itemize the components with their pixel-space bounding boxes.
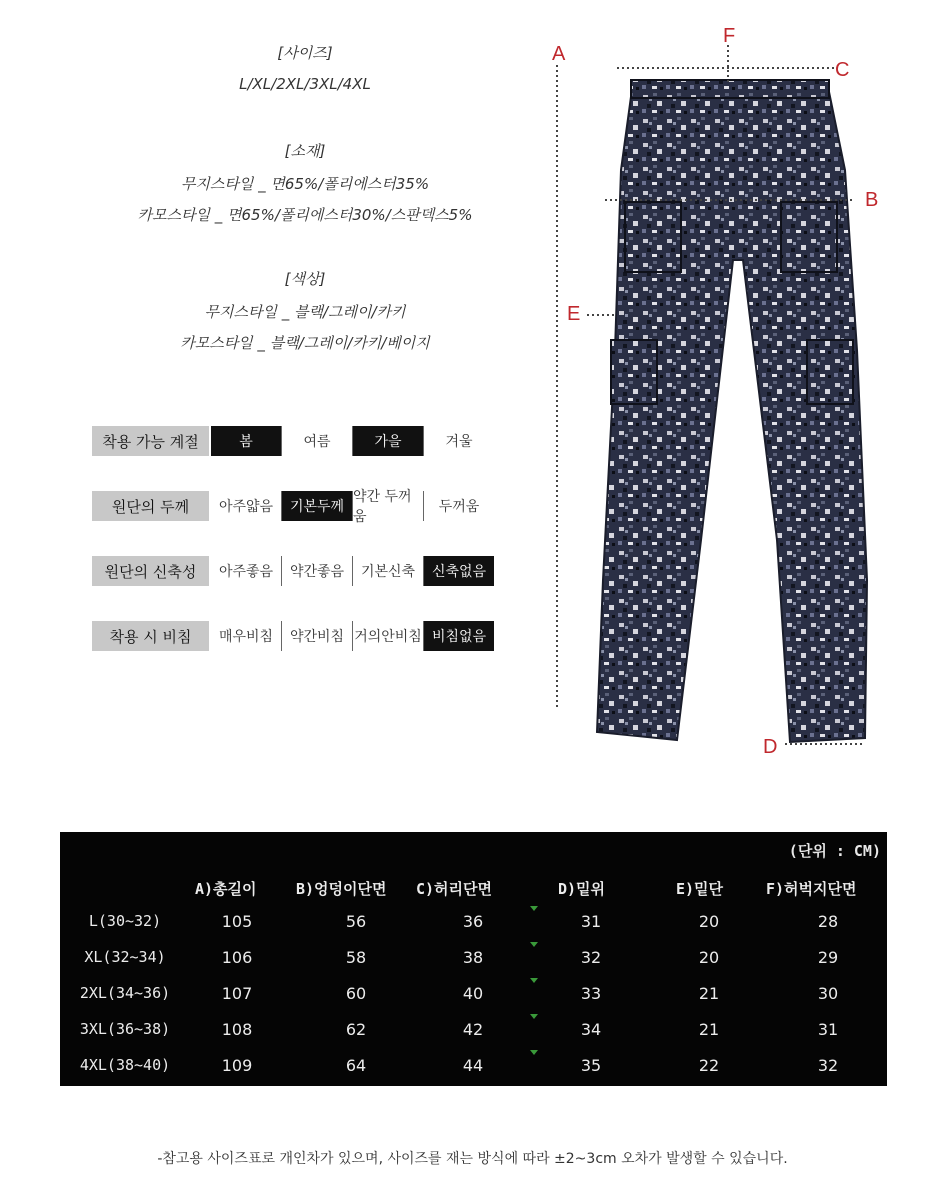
marker-e: E [567, 303, 581, 325]
table-row-size: 4XL(38~40) [79, 1056, 171, 1074]
green-tick-mark [530, 1014, 538, 1019]
attribute-row [92, 424, 494, 458]
table-cell: 64 [345, 1056, 367, 1075]
attribute-option: 매우비침 [218, 629, 274, 645]
size-table [60, 832, 887, 1086]
header-thigh: F)허벅지단면 [766, 880, 857, 898]
table-row-size: L(30~32) [88, 912, 162, 930]
attribute-row [92, 554, 494, 588]
material-title: [소재] [284, 142, 326, 160]
header-waist: C)허리단면 [416, 880, 493, 898]
marker-b: B [865, 189, 879, 211]
table-cell: 40 [462, 984, 484, 1003]
table-cell: 21 [698, 984, 720, 1003]
material-line-plain: 무지스타일 _ 면65%/폴리에스터35% [180, 175, 430, 193]
attribute-option: 기본신축 [352, 556, 423, 586]
attribute-label: 원단의 신축성 [92, 556, 209, 586]
attribute-option: 약간비침 [281, 621, 352, 651]
table-cell: 30 [817, 984, 839, 1003]
green-tick-mark [530, 942, 538, 947]
attribute-option: 가을 [352, 426, 423, 456]
green-tick-mark [530, 1050, 538, 1055]
table-cell: 32 [817, 1056, 839, 1075]
table-cell: 58 [345, 948, 367, 967]
table-cell: 38 [462, 948, 484, 967]
table-cell: 56 [345, 912, 367, 931]
table-cell: 34 [580, 1020, 602, 1039]
table-cell: 31 [580, 912, 602, 931]
table-cell: 22 [698, 1056, 720, 1075]
table-cell: 36 [462, 912, 484, 931]
attribute-label: 원단의 두께 [92, 491, 209, 521]
table-cell: 31 [817, 1020, 839, 1039]
size-title: [사이즈] [277, 44, 333, 62]
attribute-option: 기본두께 [281, 491, 352, 521]
info-color [100, 268, 510, 363]
attribute-row [92, 489, 494, 523]
pants-shape [597, 82, 867, 742]
table-cell: 42 [462, 1020, 484, 1039]
color-title: [색상] [284, 270, 326, 288]
table-cell: 21 [698, 1020, 720, 1039]
attribute-option: 거의안비침 [352, 621, 423, 651]
attribute-option: 약간좋음 [281, 556, 352, 586]
attribute-option: 비침없음 [423, 621, 494, 651]
color-line-camo: 카모스타일 _ 블랙/그레이/카키/베이지 [180, 334, 430, 352]
attribute-option: 신축없음 [423, 556, 494, 586]
table-cell: 109 [221, 1056, 253, 1075]
green-tick-mark [530, 906, 538, 911]
table-cell: 107 [221, 984, 253, 1003]
table-cell: 29 [817, 948, 839, 967]
attribute-option: 약간 두꺼움 [352, 491, 423, 521]
table-cell: 60 [345, 984, 367, 1003]
pants-illustration [545, 20, 945, 780]
attribute-option: 아주좋음 [218, 564, 274, 580]
attribute-row [92, 619, 494, 653]
footnote: -참고용 사이즈표로 개인차가 있으며, 사이즈를 재는 방식에 따라 ±2~3cm 오차가 발생할 수 있습니다. [157, 1151, 788, 1167]
table-row-size: 2XL(34~36) [79, 984, 171, 1002]
table-cell: 44 [462, 1056, 484, 1075]
attribute-option: 여름 [281, 426, 352, 456]
marker-f: F [723, 25, 736, 47]
header-rise: D)밑위 [558, 880, 606, 898]
material-line-camo: 카모스타일 _ 면65%/폴리에스터30%/스판덱스5% [137, 206, 473, 224]
green-tick-mark [530, 978, 538, 983]
color-line-plain: 무지스타일 _ 블랙/그레이/카키 [204, 303, 406, 321]
attribute-option: 두꺼움 [423, 491, 494, 521]
attribute-option: 겨울 [423, 426, 494, 456]
size-line: L/XL/2XL/3XL/4XL [239, 75, 371, 93]
table-cell: 108 [221, 1020, 253, 1039]
table-cell: 32 [580, 948, 602, 967]
attribute-label: 착용 시 비침 [92, 621, 209, 651]
table-cell: 33 [580, 984, 602, 1003]
info-size [100, 42, 510, 103]
info-material [100, 140, 510, 235]
attribute-label: 착용 가능 계절 [92, 426, 209, 456]
attribute-option: 아주얇음 [218, 499, 274, 515]
marker-a: A [552, 43, 566, 65]
table-cell: 20 [698, 948, 720, 967]
header-hem: E)밑단 [676, 880, 724, 898]
table-row-size: 3XL(36~38) [79, 1020, 171, 1038]
attribute-option: 봄 [211, 426, 281, 456]
pants-diagram [545, 20, 945, 780]
marker-d: D [763, 736, 778, 758]
table-cell: 35 [580, 1056, 602, 1075]
table-cell: 20 [698, 912, 720, 931]
table-cell: 62 [345, 1020, 367, 1039]
table-cell: 106 [221, 948, 253, 967]
marker-c: C [835, 59, 850, 81]
header-total-length: A)총길이 [195, 880, 257, 898]
unit-label: (단위 : CM) [788, 842, 881, 860]
header-hip: B)엉덩이단면 [296, 880, 387, 898]
table-cell: 105 [221, 912, 253, 931]
table-cell: 28 [817, 912, 839, 931]
table-row-size: XL(32~34) [84, 948, 166, 966]
